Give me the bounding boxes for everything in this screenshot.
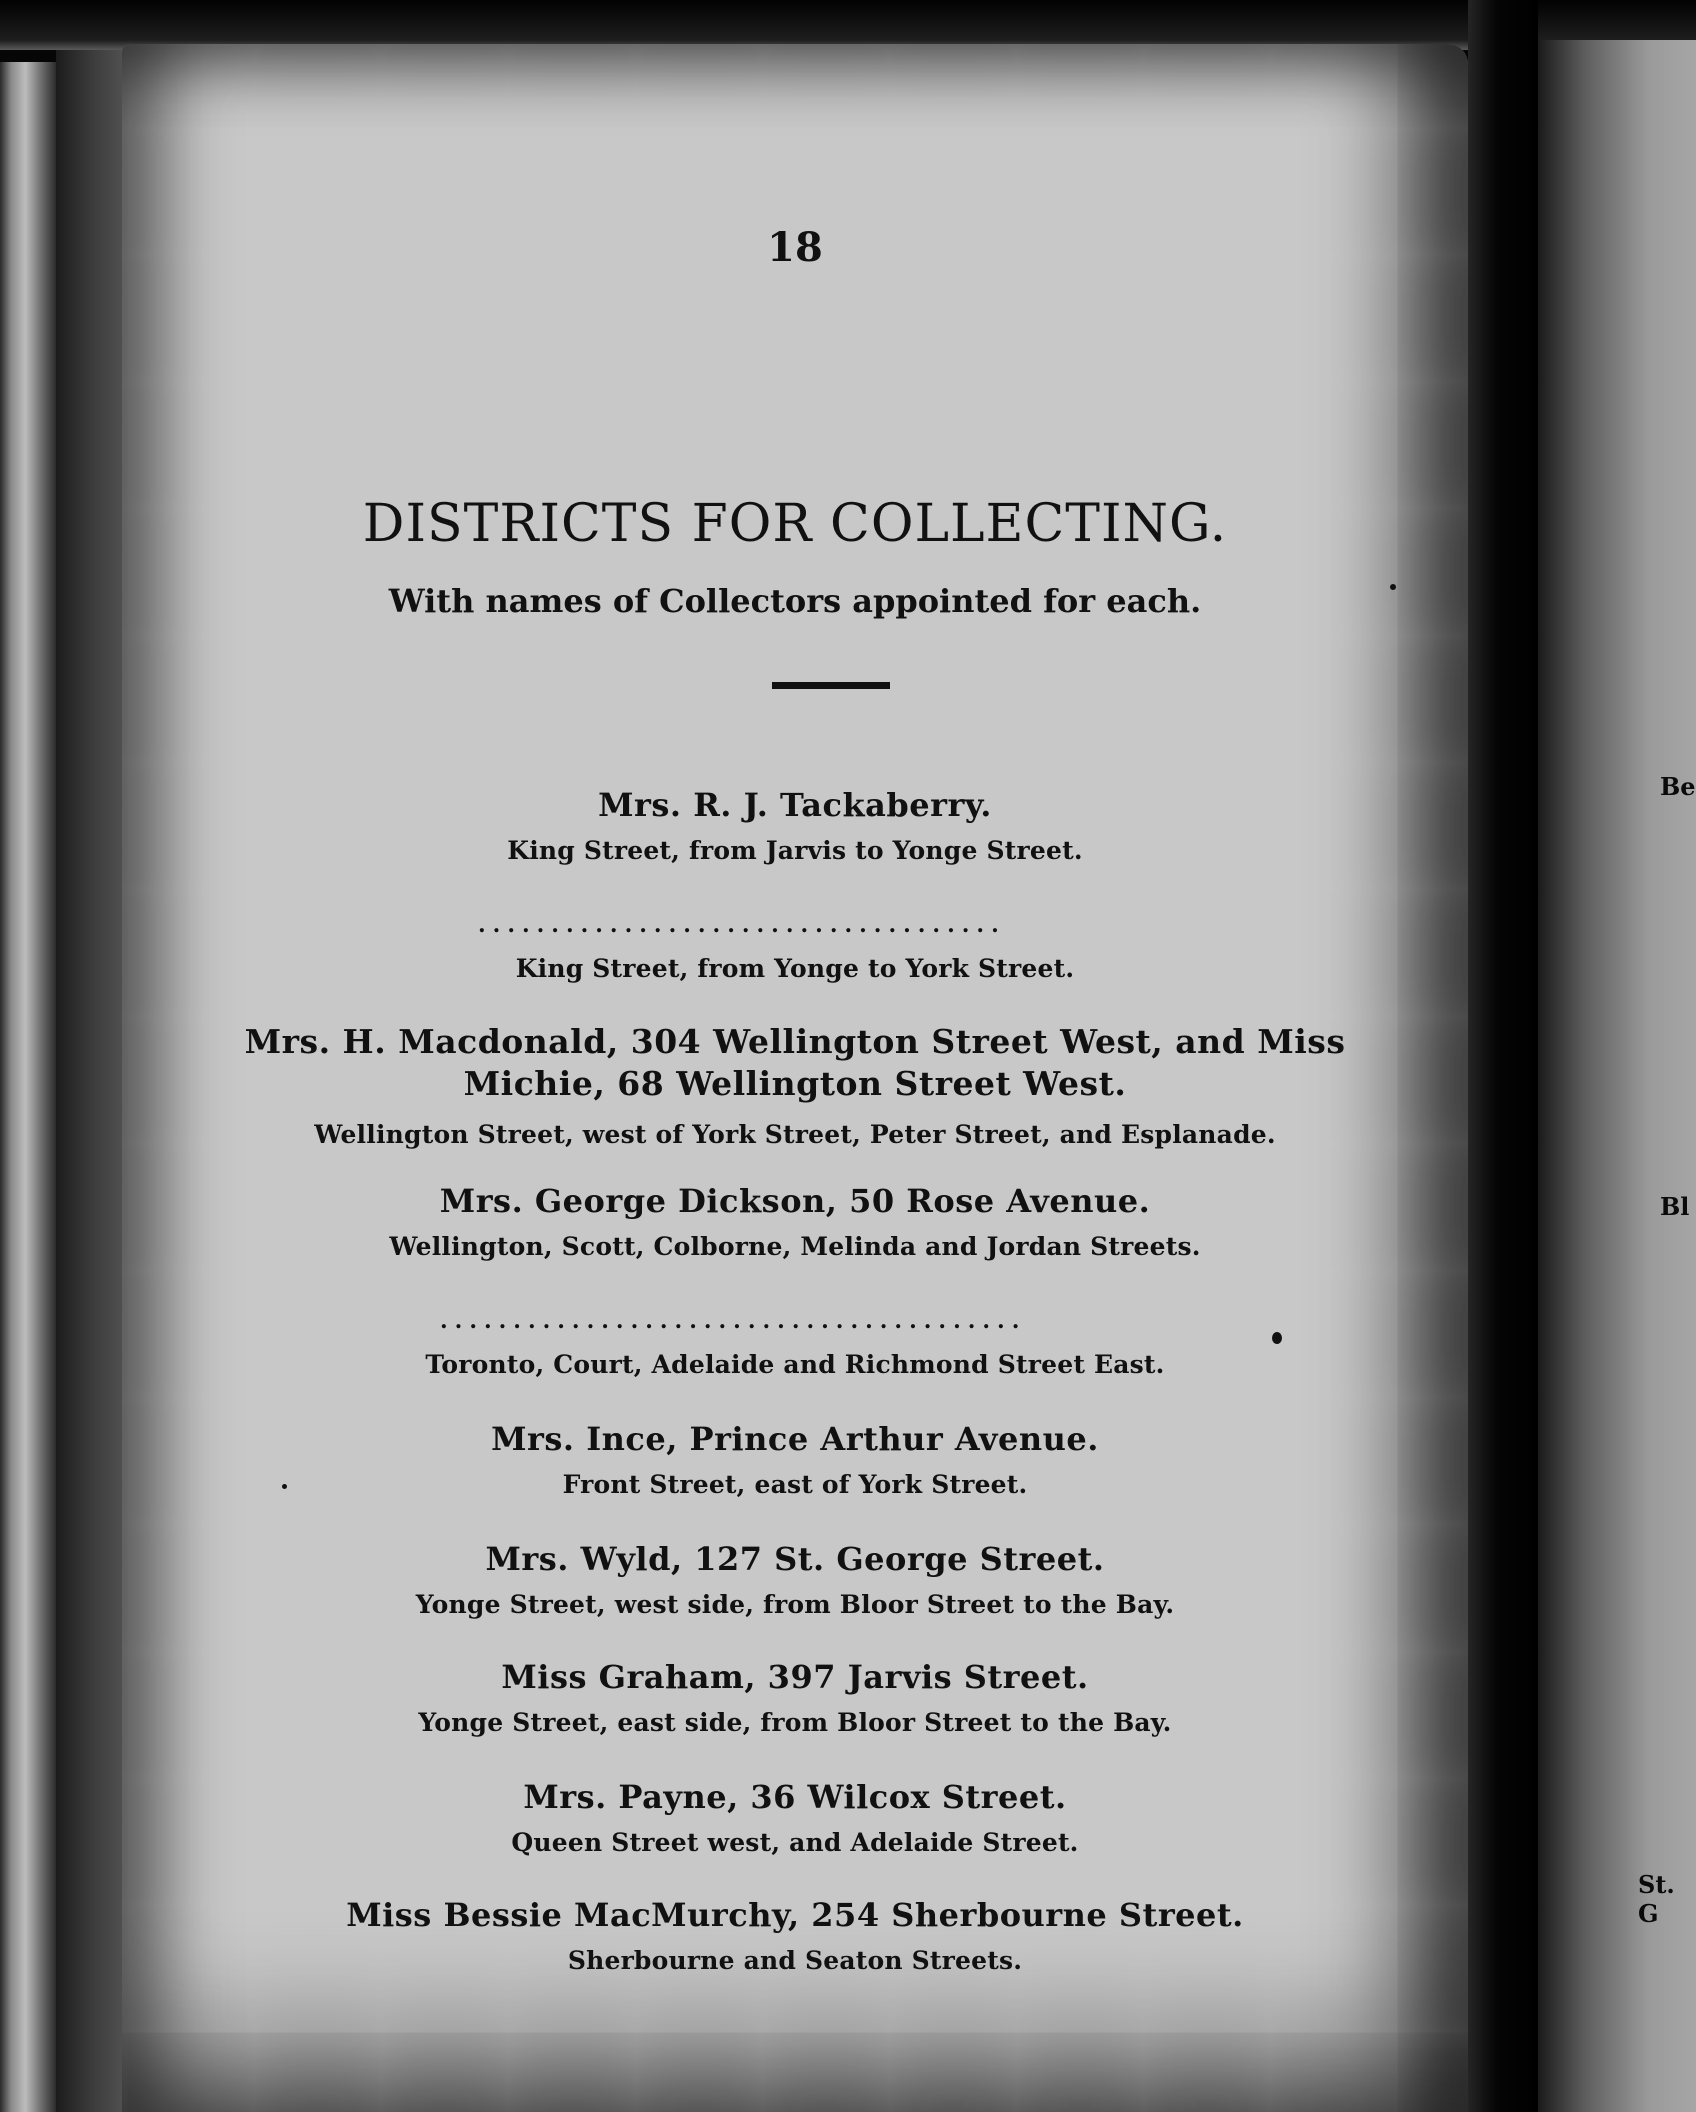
page-fold-shadow <box>56 50 130 2112</box>
page-subtitle: With names of Collectors appointed for each. <box>388 582 1202 620</box>
collector-name: Miss Bessie MacMurchy, 254 Sherbourne Street. <box>346 1896 1244 1934</box>
collector-name: Mrs. Wyld, 127 St. George Street. <box>485 1540 1105 1578</box>
book-edge <box>0 62 56 2112</box>
scan-top-band <box>0 0 1696 50</box>
collector-name: Miss Graham, 397 Jarvis Street. <box>501 1658 1089 1696</box>
book-gutter <box>1468 0 1538 2112</box>
ink-speck <box>1272 1332 1282 1344</box>
collector-name: Mrs. Ince, Prince Arthur Avenue. <box>491 1420 1099 1458</box>
district-description: King Street, from Jarvis to Yonge Street. <box>507 836 1083 865</box>
collector-name: Mrs. George Dickson, 50 Rose Avenue. <box>439 1182 1151 1220</box>
district-description: Wellington, Scott, Colborne, Melinda and Jordan Streets. <box>389 1232 1201 1261</box>
page-title: DISTRICTS FOR COLLECTING. <box>362 494 1228 554</box>
next-page-fragment: St. G <box>1638 1870 1675 1928</box>
district-description: Yonge Street, east side, from Bloor Street to the Bay. <box>418 1708 1172 1737</box>
collector-name: Mrs. H. Macdonald, 304 Wellington Street West, and Miss <box>244 1022 1346 1061</box>
district-description: Wellington Street, west of York Street, Peter Street, and Esplanade. <box>314 1120 1276 1149</box>
next-page-edge <box>1538 40 1696 2112</box>
district-description: Yonge Street, west side, from Bloor Street to the Bay. <box>415 1590 1175 1619</box>
title-rule <box>772 682 890 689</box>
district-description: Queen Street west, and Adelaide Street. <box>511 1828 1079 1857</box>
collector-name-continued: Michie, 68 Wellington Street West. <box>463 1064 1127 1103</box>
ink-speck <box>282 1484 287 1489</box>
district-description: Sherbourne and Seaton Streets. <box>567 1946 1023 1975</box>
page-number: 18 <box>767 224 823 271</box>
collector-name: Mrs. R. J. Tackaberry. <box>598 786 992 824</box>
page-content <box>122 44 1468 2112</box>
dotted-leader: ........................................ <box>440 1308 1027 1334</box>
dotted-leader: .................................... <box>478 912 1006 938</box>
collector-name: Mrs. Payne, 36 Wilcox Street. <box>523 1778 1067 1816</box>
next-page-fragment: Be <box>1660 772 1696 801</box>
district-description: Front Street, east of York Street. <box>562 1470 1028 1499</box>
ink-speck <box>1390 584 1396 590</box>
next-page-fragment: Bl <box>1660 1192 1690 1221</box>
district-description: King Street, from Yonge to York Street. <box>515 954 1075 983</box>
district-description: Toronto, Court, Adelaide and Richmond Street East. <box>425 1350 1165 1379</box>
